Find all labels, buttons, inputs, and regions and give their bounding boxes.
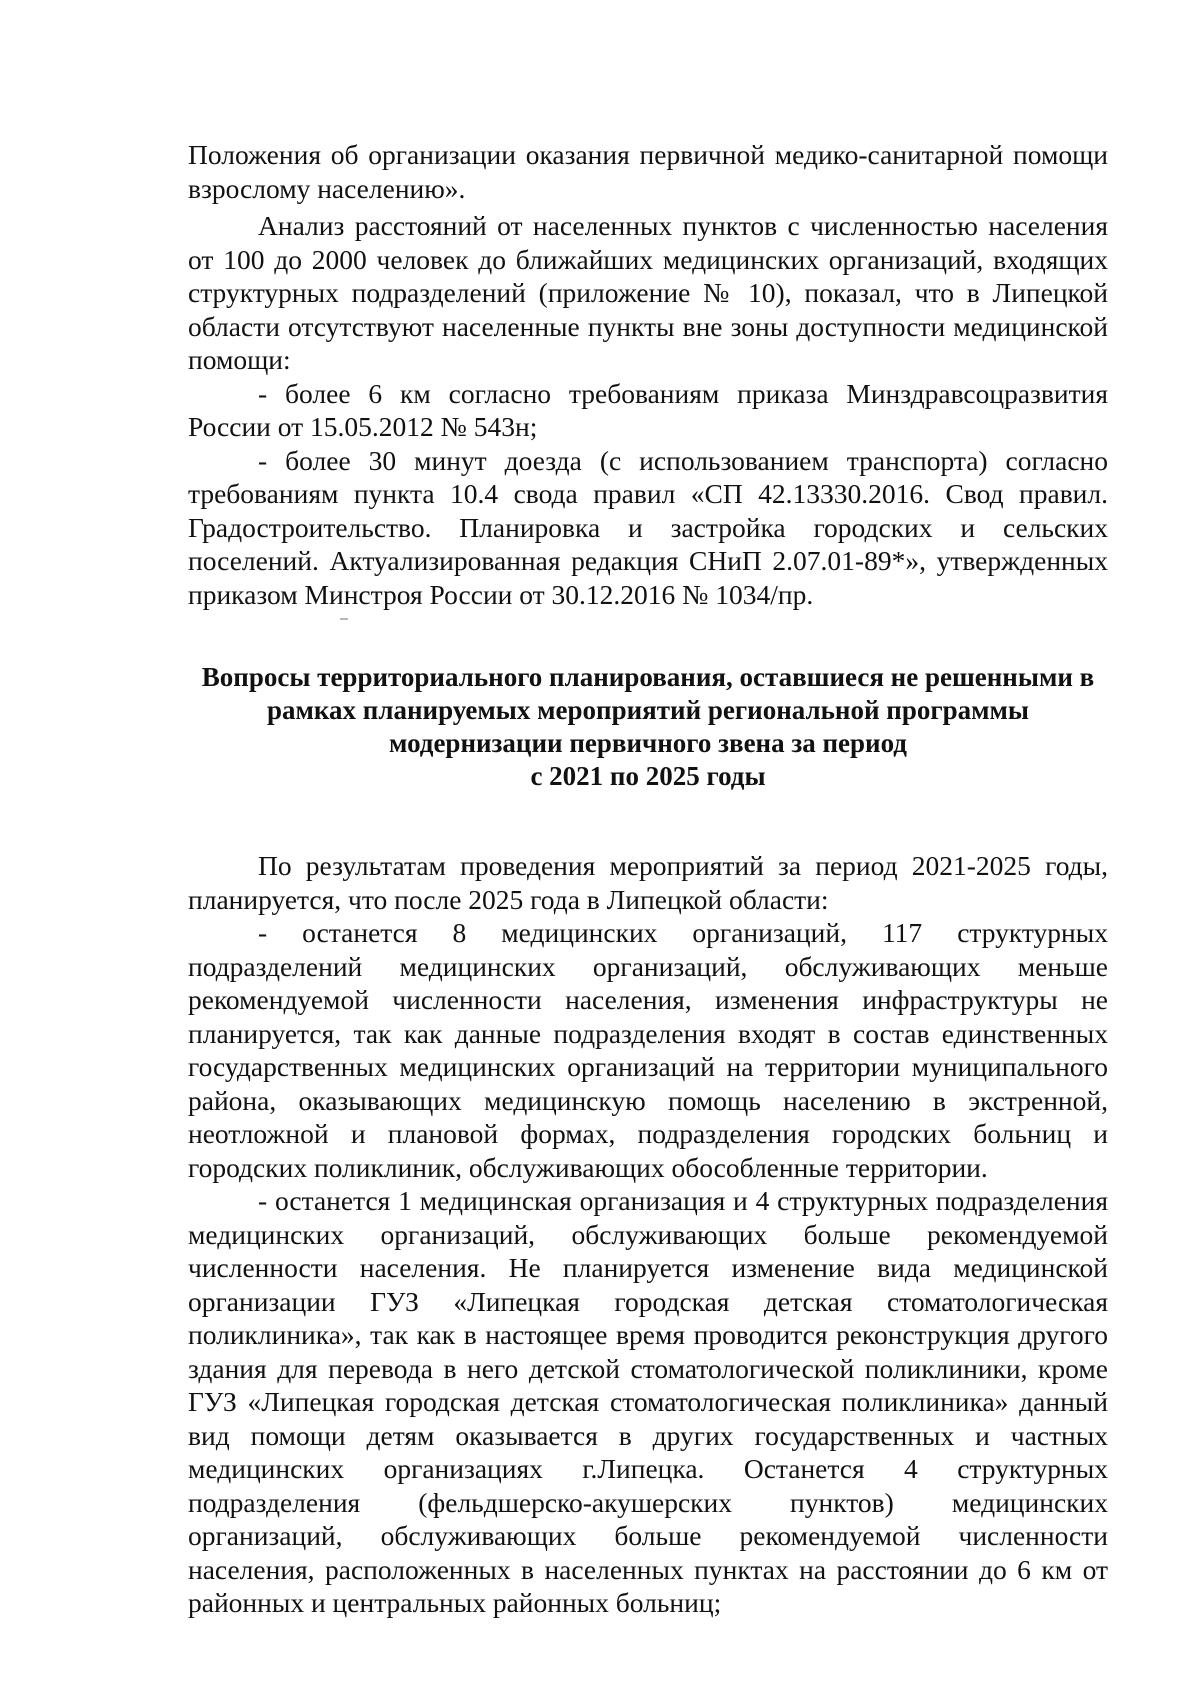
section-heading xyxy=(188,661,1108,793)
section-heading-line: Вопросы территориального планирования, оставшиеся не решенными в xyxy=(201,662,1095,692)
section-heading-line: рамках планируемых мероприятий региональной программы xyxy=(266,695,1030,725)
paragraph-list-item-30min: - более 30 минут доезда (с использованием транспорта) согласно требованиям пункта 10.4 свода правил «СП 42.13330.2016. Свод правил. Градостроительство. Планировка и застройка городских и сельских поселений. Актуализированная редакция СНиП 2.07.01-89*», утвержденных приказом Минстроя России от 30.12.2016 № 1034/пр. xyxy=(188,444,1108,610)
document-page xyxy=(188,138,1108,1620)
section-heading-line: с 2021 по 2025 годы xyxy=(530,761,766,791)
paragraph-list-item-6km: - более 6 км согласно требованиям приказа Минздравсоцразвития России от 15.05.2012 № 543н; xyxy=(188,377,1108,442)
section-heading-line: модернизации первичного звена за период xyxy=(389,728,907,758)
paragraph-results-intro: По результатам проведения мероприятий за период 2021-2025 годы, планируется, что после 2025 года в Липецкой области: xyxy=(188,850,1108,915)
paragraph-list-item-1-organization: - останется 1 медицинская организация и 4 структурных подразделения медицинских организаций, обслуживающих больше рекомендуемой численности населения. Не планируется изменение вида медицинской организации ГУЗ «Липецкая городская детская стоматологическая поликлиника», так как в настоящее время проводится реконструкция другого здания для перевода в него детской стоматологической поликлиники, кроме ГУЗ «Липецкая городская детская стоматологическая поликлиника» данный вид помощи детям оказывается в других государственных и частных медицинских организациях г.Липецка. Останется 4 структурных подразделения (фельдшерско-акушерских пунктов) медицинских организаций, обслуживающих больше рекомендуемой численности населения, расположенных в населенных пунктах на расстоянии до 6 км от районных и центральных районных больниц; xyxy=(188,1185,1108,1618)
paragraph-continuation: Положения об организации оказания первичной медико-санитарной помощи взрослому населению». xyxy=(188,139,1108,204)
paragraph-distance-analysis: Анализ расстояний от населенных пунктов с численностью населения от 100 до 2000 человек до ближайших медицинских организаций, входящих структурных подразделений (приложение № 10), показал, что в Липецкой области отсутствуют населенные пункты вне зоны доступности медицинской помощи: xyxy=(188,210,1108,375)
scan-artifact xyxy=(340,618,348,620)
paragraph-list-item-8-organizations: - останется 8 медицинских организаций, 117 структурных подразделений медицинских организаций, обслуживающих меньше рекомендуемой численности населения, изменения инфраструктуры не планируется, так как данные подразделения входят в состав единственных государственных медицинских организаций на территории муниципального района, оказывающих медицинскую помощь населению в экстренной, неотложной и плановой формах, подразделения городских больниц и городских поликлиник, обслуживающих обособленные территории. xyxy=(188,917,1108,1183)
